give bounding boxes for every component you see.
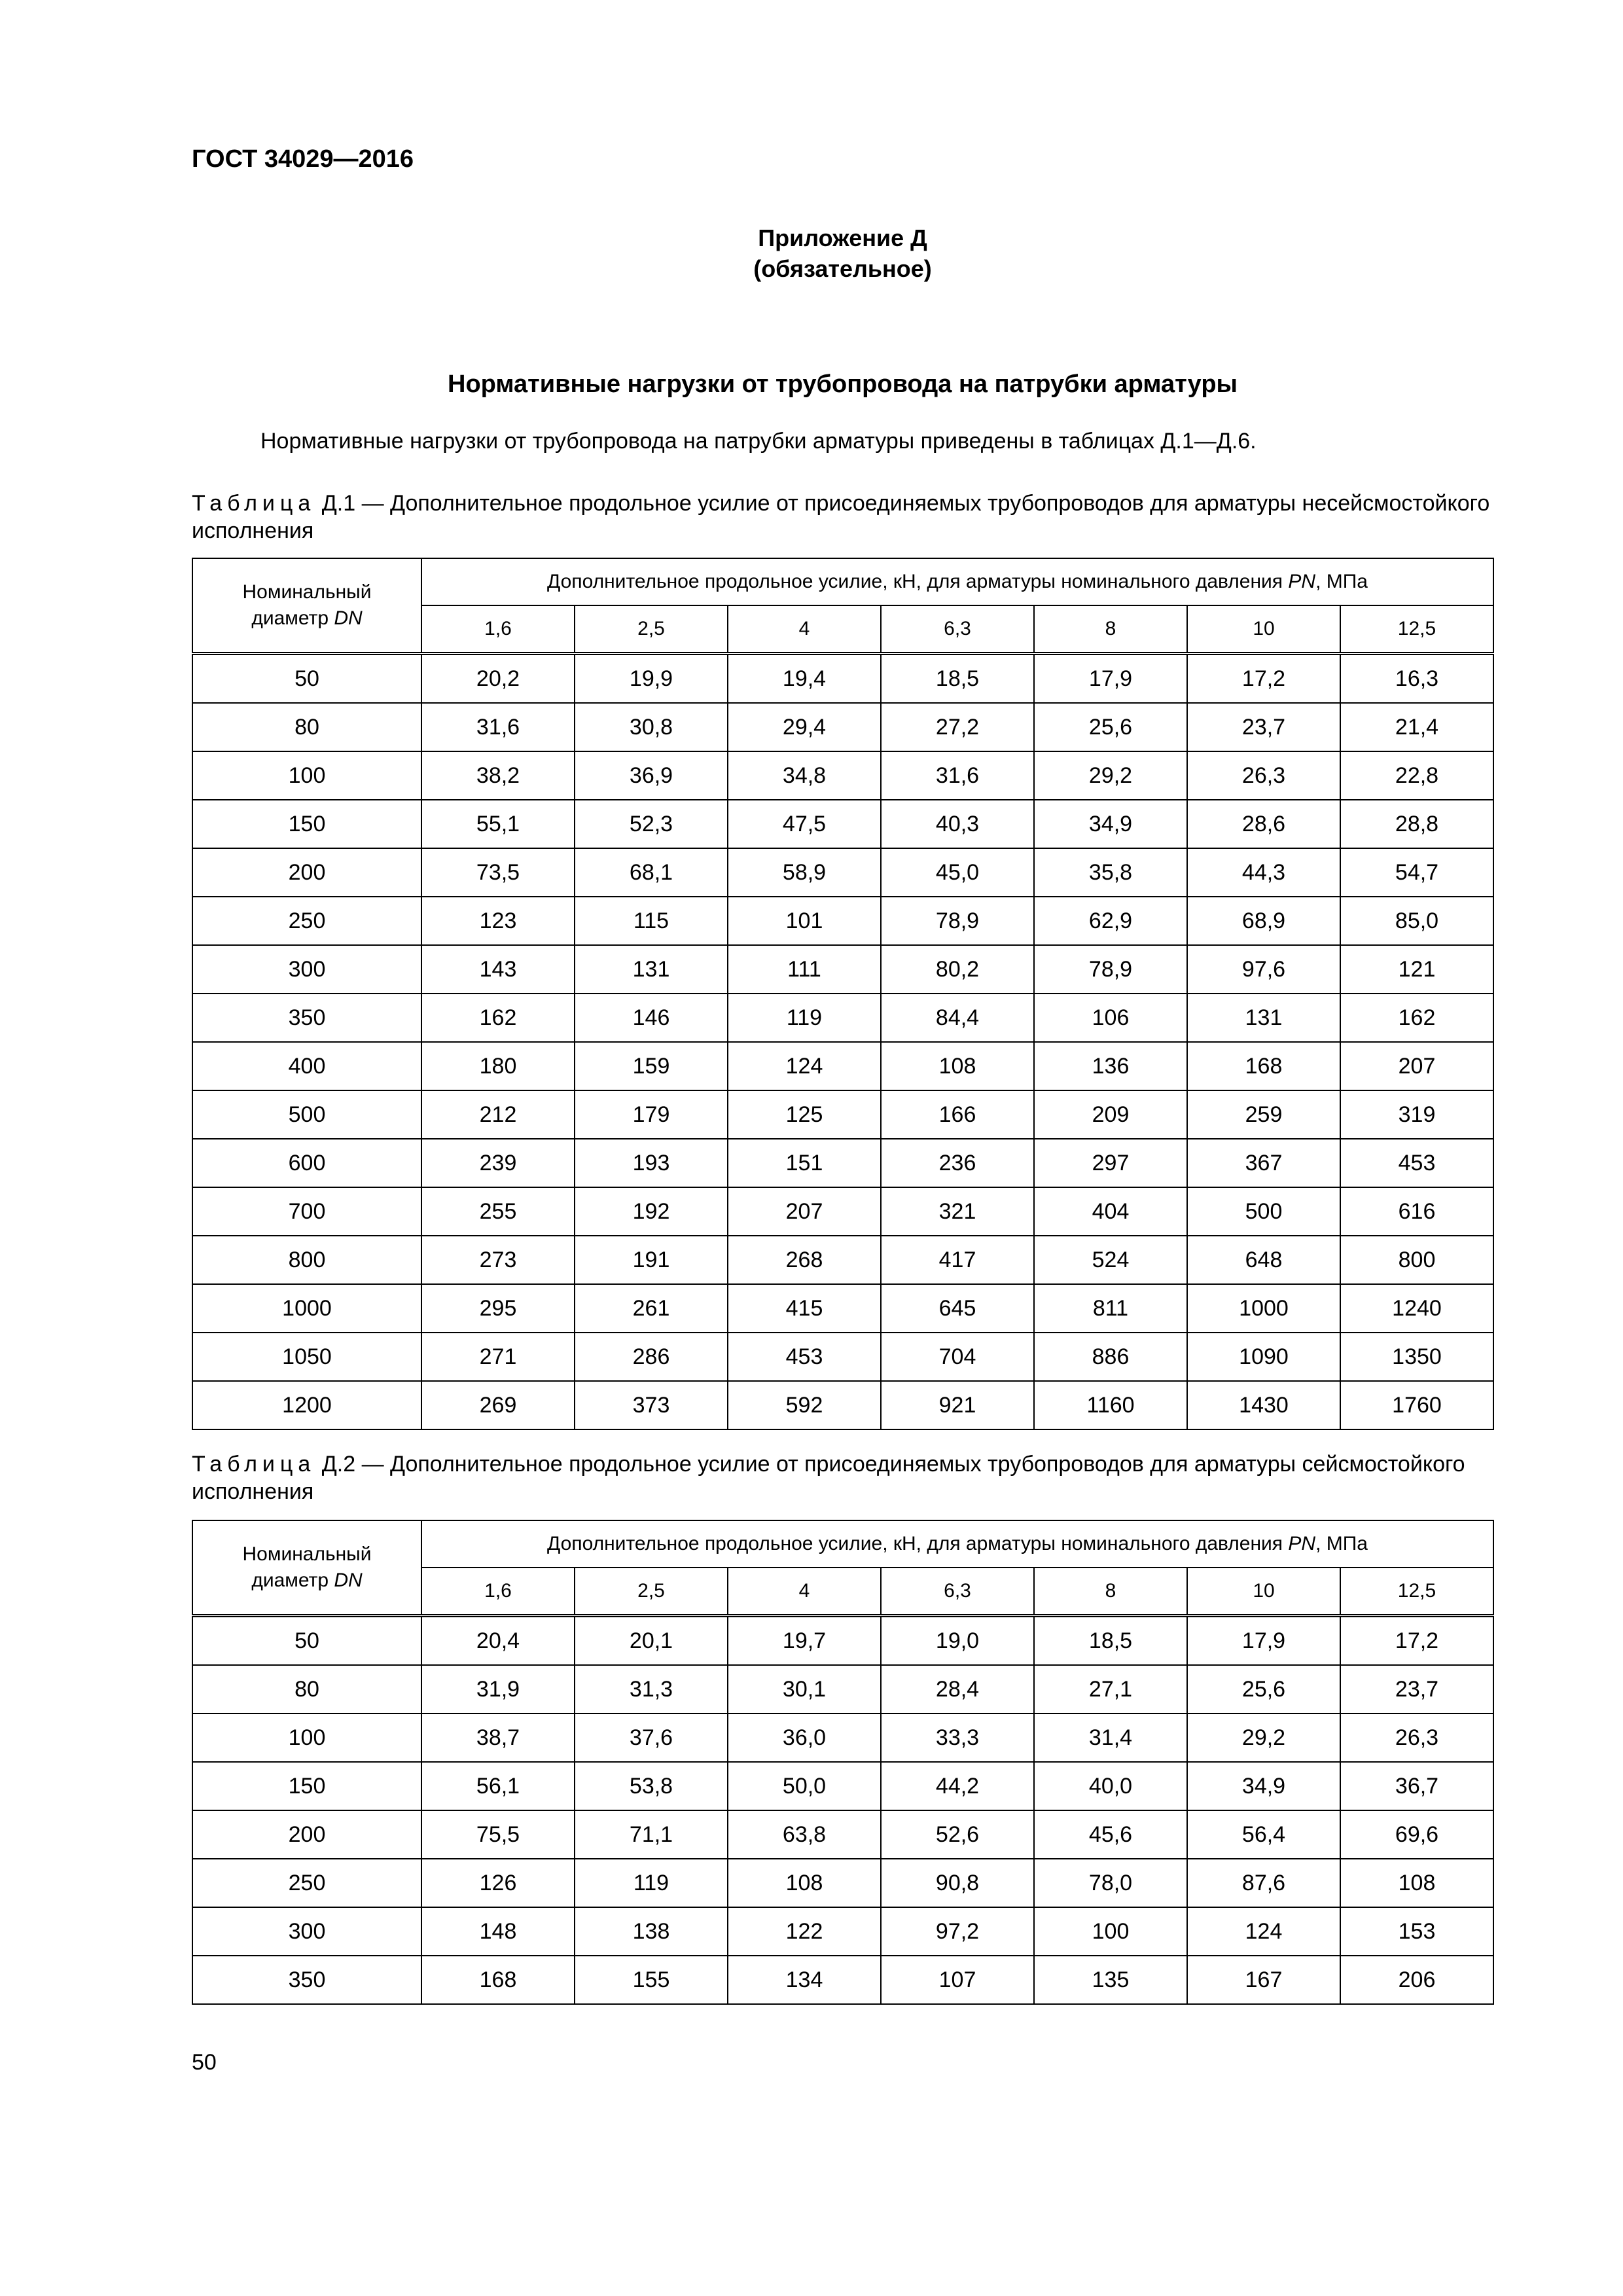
dn-cell: 300: [192, 945, 421, 994]
dn-cell: 80: [192, 1665, 421, 1713]
force-value-cell: 108: [881, 1042, 1034, 1090]
force-value-cell: 36,7: [1340, 1762, 1493, 1810]
force-value-cell: 58,9: [728, 848, 881, 897]
force-value-cell: 500: [1187, 1187, 1340, 1236]
table-row: [192, 1665, 1493, 1713]
force-value-cell: 38,7: [421, 1713, 575, 1762]
force-value-cell: 78,9: [1034, 945, 1187, 994]
force-value-cell: 921: [881, 1381, 1034, 1429]
table-row: [192, 945, 1493, 994]
table-row: [192, 751, 1493, 800]
force-value-cell: 31,4: [1034, 1713, 1187, 1762]
force-value-cell: 616: [1340, 1187, 1493, 1236]
force-value-cell: 404: [1034, 1187, 1187, 1236]
force-value-cell: 297: [1034, 1139, 1187, 1187]
force-value-cell: 148: [421, 1907, 575, 1956]
force-value-cell: 236: [881, 1139, 1034, 1187]
force-value-cell: 273: [421, 1236, 575, 1284]
force-value-cell: 1000: [1187, 1284, 1340, 1333]
force-value-cell: 179: [575, 1090, 728, 1139]
table2-pn-column-header: 2,5: [575, 1568, 728, 1616]
table2-dn-symbol: DN: [334, 1570, 363, 1591]
force-value-cell: 151: [728, 1139, 881, 1187]
force-value-cell: 33,3: [881, 1713, 1034, 1762]
force-value-cell: 1240: [1340, 1284, 1493, 1333]
force-value-cell: 17,9: [1187, 1616, 1340, 1666]
table-row: [192, 1956, 1493, 2004]
force-value-cell: 31,6: [881, 751, 1034, 800]
force-value-cell: 124: [1187, 1907, 1340, 1956]
force-value-cell: 811: [1034, 1284, 1187, 1333]
table1-caption-label: Таблица: [192, 491, 316, 516]
table2-dn-header-line2: диаметр: [251, 1570, 334, 1591]
force-value-cell: 153: [1340, 1907, 1493, 1956]
force-value-cell: 18,5: [881, 654, 1034, 704]
force-value-cell: 68,9: [1187, 897, 1340, 945]
appendix-status: (обязательное): [753, 255, 932, 282]
section-heading: Нормативные нагрузки от трубопровода на патрубки арматуры: [448, 370, 1238, 398]
force-value-cell: 268: [728, 1236, 881, 1284]
force-value-cell: 122: [728, 1907, 881, 1956]
force-value-cell: 97,6: [1187, 945, 1340, 994]
force-value-cell: 119: [728, 994, 881, 1042]
table-row: [192, 1907, 1493, 1956]
force-value-cell: 40,3: [881, 800, 1034, 848]
dn-cell: 700: [192, 1187, 421, 1236]
force-value-cell: 34,9: [1034, 800, 1187, 848]
force-value-cell: 1760: [1340, 1381, 1493, 1429]
force-value-cell: 28,6: [1187, 800, 1340, 848]
force-value-cell: 25,6: [1187, 1665, 1340, 1713]
force-value-cell: 239: [421, 1139, 575, 1187]
force-value-cell: 19,9: [575, 654, 728, 704]
dn-cell: 100: [192, 751, 421, 800]
force-value-cell: 162: [1340, 994, 1493, 1042]
force-value-cell: 255: [421, 1187, 575, 1236]
dn-cell: 1000: [192, 1284, 421, 1333]
dn-cell: 1050: [192, 1333, 421, 1381]
dn-cell: 300: [192, 1907, 421, 1956]
table-row: [192, 1333, 1493, 1381]
force-value-cell: 45,6: [1034, 1810, 1187, 1859]
force-value-cell: 34,8: [728, 751, 881, 800]
force-value-cell: 524: [1034, 1236, 1187, 1284]
force-value-cell: 124: [728, 1042, 881, 1090]
table1: [192, 558, 1494, 1430]
force-value-cell: 16,3: [1340, 654, 1493, 704]
table1-dn-header-line2: диаметр: [251, 607, 334, 629]
force-value-cell: 19,4: [728, 654, 881, 704]
force-value-cell: 97,2: [881, 1907, 1034, 1956]
force-value-cell: 100: [1034, 1907, 1187, 1956]
table1-dn-header: [192, 558, 421, 654]
force-value-cell: 143: [421, 945, 575, 994]
dn-cell: 150: [192, 800, 421, 848]
force-value-cell: 68,1: [575, 848, 728, 897]
force-value-cell: 206: [1340, 1956, 1493, 2004]
table2-pn-symbol: PN: [1288, 1533, 1316, 1554]
force-value-cell: 166: [881, 1090, 1034, 1139]
intro-paragraph: Нормативные нагрузки от трубопровода на патрубки арматуры приведены в таблицах Д.1—Д.6.: [260, 429, 1257, 454]
force-value-cell: 295: [421, 1284, 575, 1333]
dn-cell: 400: [192, 1042, 421, 1090]
table-row: [192, 1236, 1493, 1284]
force-value-cell: 26,3: [1187, 751, 1340, 800]
table-row: [192, 1810, 1493, 1859]
force-value-cell: 321: [881, 1187, 1034, 1236]
force-value-cell: 286: [575, 1333, 728, 1381]
force-value-cell: 56,4: [1187, 1810, 1340, 1859]
dn-cell: 350: [192, 994, 421, 1042]
force-value-cell: 111: [728, 945, 881, 994]
dn-cell: 250: [192, 897, 421, 945]
force-value-cell: 84,4: [881, 994, 1034, 1042]
force-value-cell: 56,1: [421, 1762, 575, 1810]
force-value-cell: 17,2: [1340, 1616, 1493, 1666]
force-value-cell: 54,7: [1340, 848, 1493, 897]
dn-cell: 100: [192, 1713, 421, 1762]
force-value-cell: 19,7: [728, 1616, 881, 1666]
table1-caption-text: Д.1 — Дополнительное продольное усилие от присоединяемых трубопроводов для арматуры несейсмостойкого исполнения: [192, 491, 1490, 543]
force-value-cell: 36,0: [728, 1713, 881, 1762]
table1-pn-column-header: 2,5: [575, 605, 728, 654]
dn-cell: 150: [192, 1762, 421, 1810]
force-value-cell: 31,3: [575, 1665, 728, 1713]
force-value-cell: 108: [1340, 1859, 1493, 1907]
force-value-cell: 417: [881, 1236, 1034, 1284]
force-value-cell: 73,5: [421, 848, 575, 897]
force-value-cell: 31,6: [421, 703, 575, 751]
table1-group-header-text: Дополнительное продольное усилие, кН, для арматуры номинального давления: [547, 571, 1289, 592]
table-row: [192, 1762, 1493, 1810]
dn-cell: 200: [192, 1810, 421, 1859]
force-value-cell: 34,9: [1187, 1762, 1340, 1810]
force-value-cell: 123: [421, 897, 575, 945]
force-value-cell: 415: [728, 1284, 881, 1333]
table-row: [192, 994, 1493, 1042]
force-value-cell: 36,9: [575, 751, 728, 800]
table1-pn-column-header: 1,6: [421, 605, 575, 654]
force-value-cell: 592: [728, 1381, 881, 1429]
force-value-cell: 453: [728, 1333, 881, 1381]
table-row: [192, 1381, 1493, 1429]
force-value-cell: 45,0: [881, 848, 1034, 897]
force-value-cell: 207: [1340, 1042, 1493, 1090]
table-row: [192, 1859, 1493, 1907]
table2-caption-text: Д.2 — Дополнительное продольное усилие от присоединяемых трубопроводов для арматуры сейсмостойкого исполнения: [192, 1452, 1465, 1504]
force-value-cell: 269: [421, 1381, 575, 1429]
table1-pn-column-header: 8: [1034, 605, 1187, 654]
table-row: [192, 703, 1493, 751]
force-value-cell: 107: [881, 1956, 1034, 2004]
force-value-cell: 167: [1187, 1956, 1340, 2004]
force-value-cell: 126: [421, 1859, 575, 1907]
force-value-cell: 271: [421, 1333, 575, 1381]
force-value-cell: 146: [575, 994, 728, 1042]
force-value-cell: 28,8: [1340, 800, 1493, 848]
force-value-cell: 78,9: [881, 897, 1034, 945]
table-row: [192, 1616, 1493, 1666]
force-value-cell: 17,9: [1034, 654, 1187, 704]
force-value-cell: 22,8: [1340, 751, 1493, 800]
table1-pn-symbol: PN: [1288, 571, 1316, 592]
force-value-cell: 191: [575, 1236, 728, 1284]
dn-cell: 80: [192, 703, 421, 751]
table2-pn-column-header: 1,6: [421, 1568, 575, 1616]
table2-pn-column-header: 12,5: [1340, 1568, 1493, 1616]
table1-dn-header-line1: Номинальный: [242, 581, 372, 603]
dn-cell: 600: [192, 1139, 421, 1187]
force-value-cell: 373: [575, 1381, 728, 1429]
force-value-cell: 19,0: [881, 1616, 1034, 1666]
table-row: [192, 1187, 1493, 1236]
force-value-cell: 27,2: [881, 703, 1034, 751]
force-value-cell: 168: [421, 1956, 575, 2004]
table2-body: [192, 1616, 1493, 2005]
table2-group-header-unit: , МПа: [1315, 1533, 1368, 1554]
force-value-cell: 75,5: [421, 1810, 575, 1859]
force-value-cell: 704: [881, 1333, 1034, 1381]
force-value-cell: 648: [1187, 1236, 1340, 1284]
force-value-cell: 115: [575, 897, 728, 945]
table2-pn-column-header: 6,3: [881, 1568, 1034, 1616]
force-value-cell: 21,4: [1340, 703, 1493, 751]
force-value-cell: 101: [728, 897, 881, 945]
force-value-cell: 30,8: [575, 703, 728, 751]
force-value-cell: 119: [575, 1859, 728, 1907]
force-value-cell: 168: [1187, 1042, 1340, 1090]
dn-cell: 1200: [192, 1381, 421, 1429]
force-value-cell: 800: [1340, 1236, 1493, 1284]
force-value-cell: 192: [575, 1187, 728, 1236]
table2-dn-header-line1: Номинальный: [242, 1543, 372, 1565]
force-value-cell: 138: [575, 1907, 728, 1956]
dn-cell: 500: [192, 1090, 421, 1139]
force-value-cell: 78,0: [1034, 1859, 1187, 1907]
force-value-cell: 645: [881, 1284, 1034, 1333]
table2-dn-header: [192, 1520, 421, 1616]
force-value-cell: 55,1: [421, 800, 575, 848]
table2-pn-column-header: 4: [728, 1568, 881, 1616]
force-value-cell: 1160: [1034, 1381, 1187, 1429]
force-value-cell: 155: [575, 1956, 728, 2004]
force-value-cell: 17,2: [1187, 654, 1340, 704]
table1-body: [192, 654, 1493, 1430]
table-row: [192, 1139, 1493, 1187]
force-value-cell: 37,6: [575, 1713, 728, 1762]
force-value-cell: 23,7: [1340, 1665, 1493, 1713]
force-value-cell: 180: [421, 1042, 575, 1090]
force-value-cell: 20,1: [575, 1616, 728, 1666]
table2-caption: [192, 1450, 1495, 1505]
force-value-cell: 259: [1187, 1090, 1340, 1139]
force-value-cell: 30,1: [728, 1665, 881, 1713]
dn-cell: 800: [192, 1236, 421, 1284]
force-value-cell: 52,6: [881, 1810, 1034, 1859]
force-value-cell: 47,5: [728, 800, 881, 848]
force-value-cell: 53,8: [575, 1762, 728, 1810]
table-row: [192, 897, 1493, 945]
table2-pn-column-header: 10: [1187, 1568, 1340, 1616]
dn-cell: 50: [192, 654, 421, 704]
force-value-cell: 69,6: [1340, 1810, 1493, 1859]
force-value-cell: 50,0: [728, 1762, 881, 1810]
force-value-cell: 106: [1034, 994, 1187, 1042]
force-value-cell: 23,7: [1187, 703, 1340, 751]
force-value-cell: 35,8: [1034, 848, 1187, 897]
force-value-cell: 29,2: [1034, 751, 1187, 800]
dn-cell: 250: [192, 1859, 421, 1907]
appendix-title: Приложение Д: [758, 224, 927, 251]
dn-cell: 200: [192, 848, 421, 897]
force-value-cell: 1350: [1340, 1333, 1493, 1381]
force-value-cell: 31,9: [421, 1665, 575, 1713]
force-value-cell: 44,3: [1187, 848, 1340, 897]
table1-group-header-unit: , МПа: [1315, 571, 1368, 592]
force-value-cell: 1090: [1187, 1333, 1340, 1381]
document-code: ГОСТ 34029—2016: [192, 145, 414, 173]
force-value-cell: 28,4: [881, 1665, 1034, 1713]
force-value-cell: 136: [1034, 1042, 1187, 1090]
force-value-cell: 125: [728, 1090, 881, 1139]
table-row: [192, 800, 1493, 848]
force-value-cell: 18,5: [1034, 1616, 1187, 1666]
table-row: [192, 1284, 1493, 1333]
force-value-cell: 20,4: [421, 1616, 575, 1666]
force-value-cell: 131: [575, 945, 728, 994]
force-value-cell: 886: [1034, 1333, 1187, 1381]
force-value-cell: 90,8: [881, 1859, 1034, 1907]
dn-cell: 350: [192, 1956, 421, 2004]
force-value-cell: 367: [1187, 1139, 1340, 1187]
force-value-cell: 319: [1340, 1090, 1493, 1139]
table1-pn-column-header: 10: [1187, 605, 1340, 654]
force-value-cell: 135: [1034, 1956, 1187, 2004]
table-row: [192, 1713, 1493, 1762]
table2-group-header-text: Дополнительное продольное усилие, кН, для арматуры номинального давления: [547, 1533, 1289, 1554]
force-value-cell: 29,2: [1187, 1713, 1340, 1762]
table-row: [192, 848, 1493, 897]
force-value-cell: 52,3: [575, 800, 728, 848]
force-value-cell: 108: [728, 1859, 881, 1907]
force-value-cell: 261: [575, 1284, 728, 1333]
force-value-cell: 20,2: [421, 654, 575, 704]
force-value-cell: 71,1: [575, 1810, 728, 1859]
force-value-cell: 27,1: [1034, 1665, 1187, 1713]
table-row: [192, 1042, 1493, 1090]
force-value-cell: 207: [728, 1187, 881, 1236]
force-value-cell: 38,2: [421, 751, 575, 800]
force-value-cell: 62,9: [1034, 897, 1187, 945]
page-number: 50: [192, 2050, 217, 2075]
force-value-cell: 453: [1340, 1139, 1493, 1187]
force-value-cell: 80,2: [881, 945, 1034, 994]
force-value-cell: 131: [1187, 994, 1340, 1042]
table2-pn-column-header: 8: [1034, 1568, 1187, 1616]
force-value-cell: 63,8: [728, 1810, 881, 1859]
table2-group-header: [421, 1520, 1493, 1568]
table1-pn-column-header: 4: [728, 605, 881, 654]
force-value-cell: 85,0: [1340, 897, 1493, 945]
force-value-cell: 1430: [1187, 1381, 1340, 1429]
force-value-cell: 209: [1034, 1090, 1187, 1139]
force-value-cell: 162: [421, 994, 575, 1042]
table-row: [192, 1090, 1493, 1139]
force-value-cell: 159: [575, 1042, 728, 1090]
force-value-cell: 121: [1340, 945, 1493, 994]
force-value-cell: 87,6: [1187, 1859, 1340, 1907]
force-value-cell: 193: [575, 1139, 728, 1187]
table1-pn-column-header: 12,5: [1340, 605, 1493, 654]
table1-caption: [192, 490, 1495, 545]
table1-pn-column-header: 6,3: [881, 605, 1034, 654]
force-value-cell: 134: [728, 1956, 881, 2004]
force-value-cell: 44,2: [881, 1762, 1034, 1810]
table1-group-header: [421, 558, 1493, 605]
force-value-cell: 25,6: [1034, 703, 1187, 751]
table2-caption-label: Таблица: [192, 1452, 316, 1477]
dn-cell: 50: [192, 1616, 421, 1666]
table2: [192, 1520, 1494, 2005]
force-value-cell: 26,3: [1340, 1713, 1493, 1762]
force-value-cell: 40,0: [1034, 1762, 1187, 1810]
table-row: [192, 654, 1493, 704]
force-value-cell: 29,4: [728, 703, 881, 751]
table1-dn-symbol: DN: [334, 607, 363, 629]
force-value-cell: 212: [421, 1090, 575, 1139]
